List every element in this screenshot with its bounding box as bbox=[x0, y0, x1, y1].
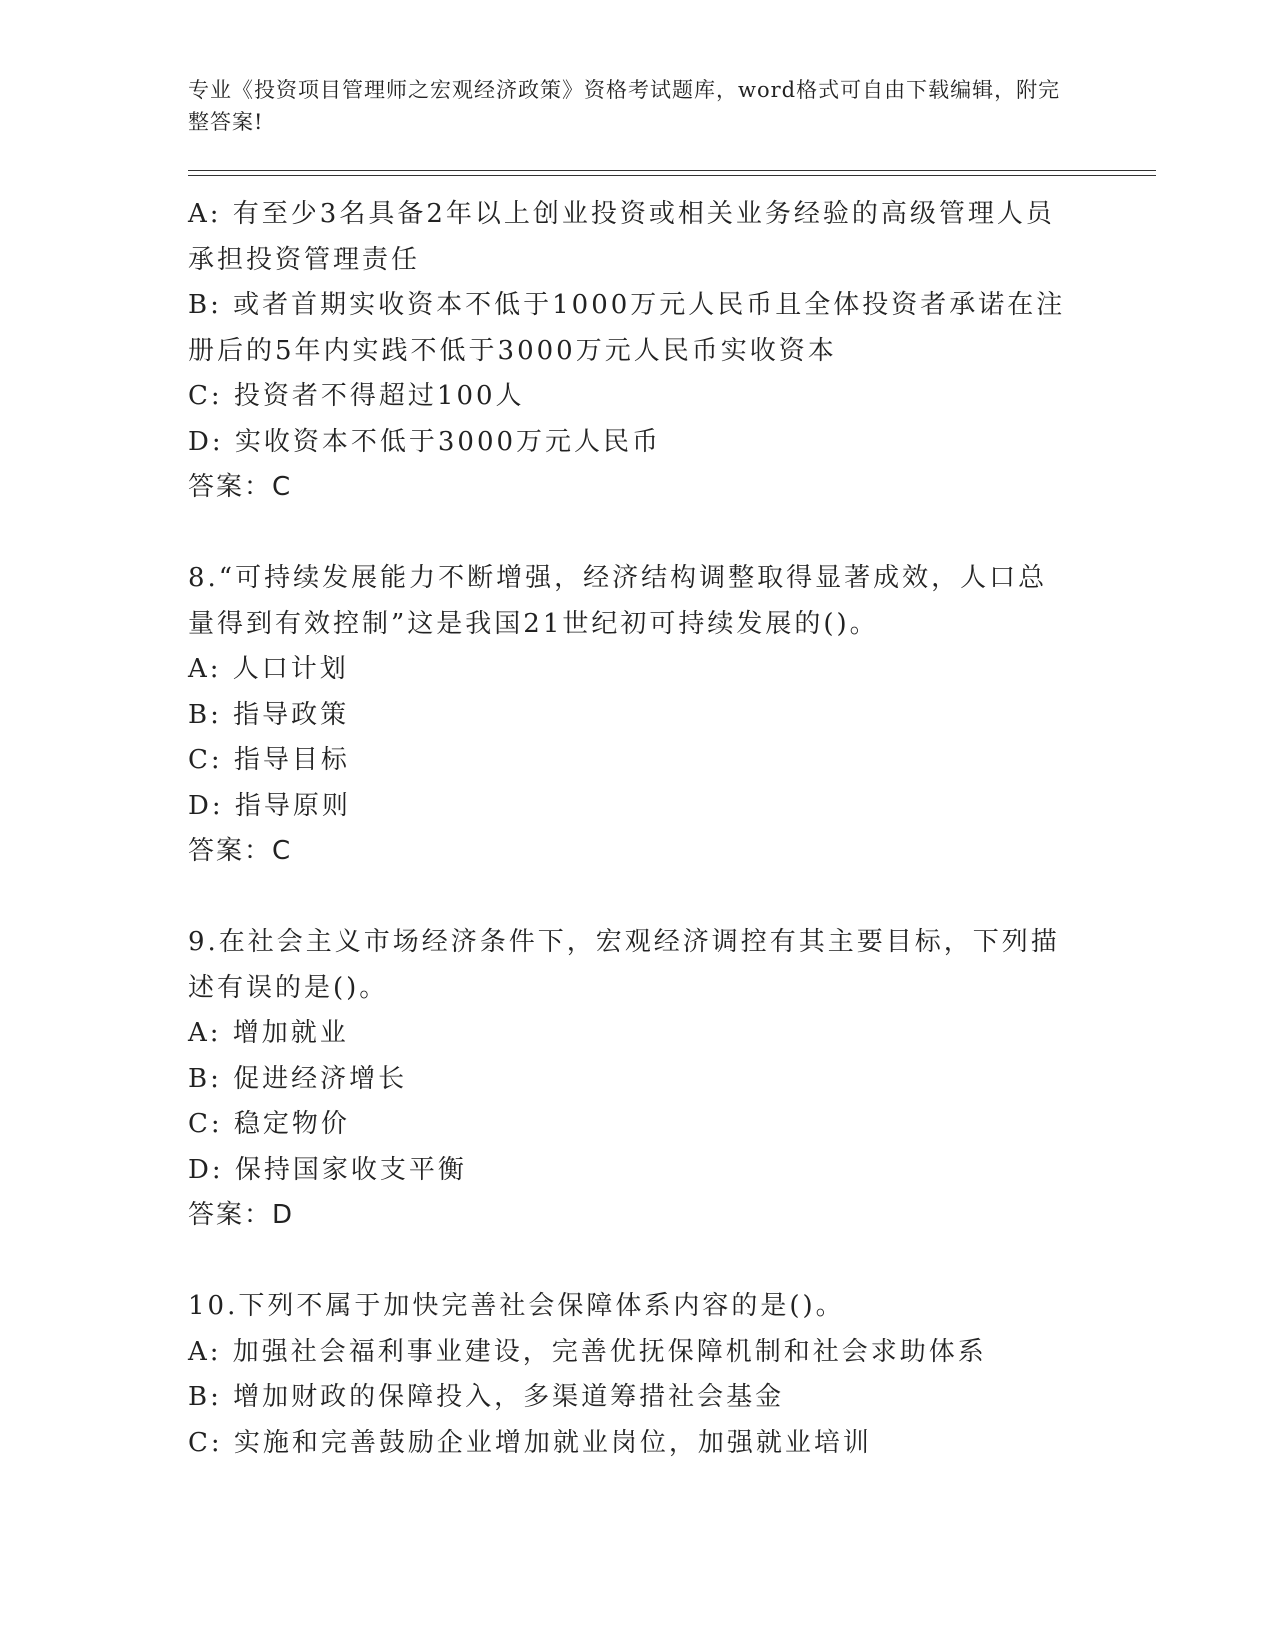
question-block-10 bbox=[188, 1284, 1088, 1466]
question-stem-line-1: 9.在社会主义市场经济条件下，宏观经济调控有其主要目标，下列描 bbox=[188, 927, 1060, 957]
question-spacer bbox=[188, 875, 1088, 921]
header-rule-top bbox=[188, 170, 1156, 171]
question-block-7 bbox=[188, 192, 1088, 511]
question-stem-line-2: 量得到有效控制”这是我国21世纪初可持续发展的()。 bbox=[188, 608, 879, 639]
question-stem-line-2: 述有误的是()。 bbox=[188, 972, 389, 1003]
answer-line: 答案：C bbox=[188, 472, 293, 502]
option-a: A: 加强社会福利事业建设，完善优抚保障机制和社会求助体系 bbox=[188, 1336, 987, 1367]
option-c: C: 实施和完善鼓励企业增加就业岗位，加强就业培训 bbox=[188, 1427, 872, 1458]
question-stem-line-1: 10.下列不属于加快完善社会保障体系内容的是()。 bbox=[188, 1291, 845, 1321]
option-a-line-1: A: 有至少3名具备2年以上创业投资或相关业务经验的高级管理人员 bbox=[188, 199, 1055, 229]
option-a: A: 增加就业 bbox=[188, 1018, 349, 1048]
answer-line: 答案：D bbox=[188, 1200, 295, 1230]
option-c: C: 投资者不得超过100人 bbox=[188, 381, 525, 411]
option-d: D: 指导原则 bbox=[188, 790, 351, 821]
option-a-line-2: 承担投资管理责任 bbox=[188, 244, 421, 275]
answer-line: 答案：C bbox=[188, 836, 293, 866]
question-block-8 bbox=[188, 556, 1088, 875]
option-b: B: 促进经济增长 bbox=[188, 1063, 408, 1094]
option-d: D: 实收资本不低于3000万元人民币 bbox=[188, 426, 662, 457]
question-block-9 bbox=[188, 920, 1088, 1239]
option-a: A: 人口计划 bbox=[188, 654, 349, 684]
question-stem-line-1: 8.“可持续发展能力不断增强，经济结构调整取得显著成效，人口总 bbox=[188, 563, 1048, 593]
question-spacer bbox=[188, 511, 1088, 557]
option-d: D: 保持国家收支平衡 bbox=[188, 1154, 467, 1185]
option-b: B: 指导政策 bbox=[188, 699, 350, 730]
option-c: C: 稳定物价 bbox=[188, 1109, 350, 1139]
option-b: B: 增加财政的保障投入，多渠道筹措社会基金 bbox=[188, 1382, 785, 1412]
document-header: 专业《投资项目管理师之宏观经济政策》资格考试题库，word格式可自由下载编辑，附完整答案! bbox=[188, 78, 1061, 134]
header-rule-bottom bbox=[188, 175, 1156, 176]
option-b-line-1: B: 或者首期实收资本不低于1000万元人民币且全体投资者承诺在注 bbox=[188, 290, 1066, 320]
option-c: C: 指导目标 bbox=[188, 745, 350, 775]
option-b-line-2: 册后的5年内实践不低于3000万元人民币实收资本 bbox=[188, 335, 837, 366]
question-spacer bbox=[188, 1239, 1088, 1285]
question-list bbox=[188, 192, 1088, 1466]
